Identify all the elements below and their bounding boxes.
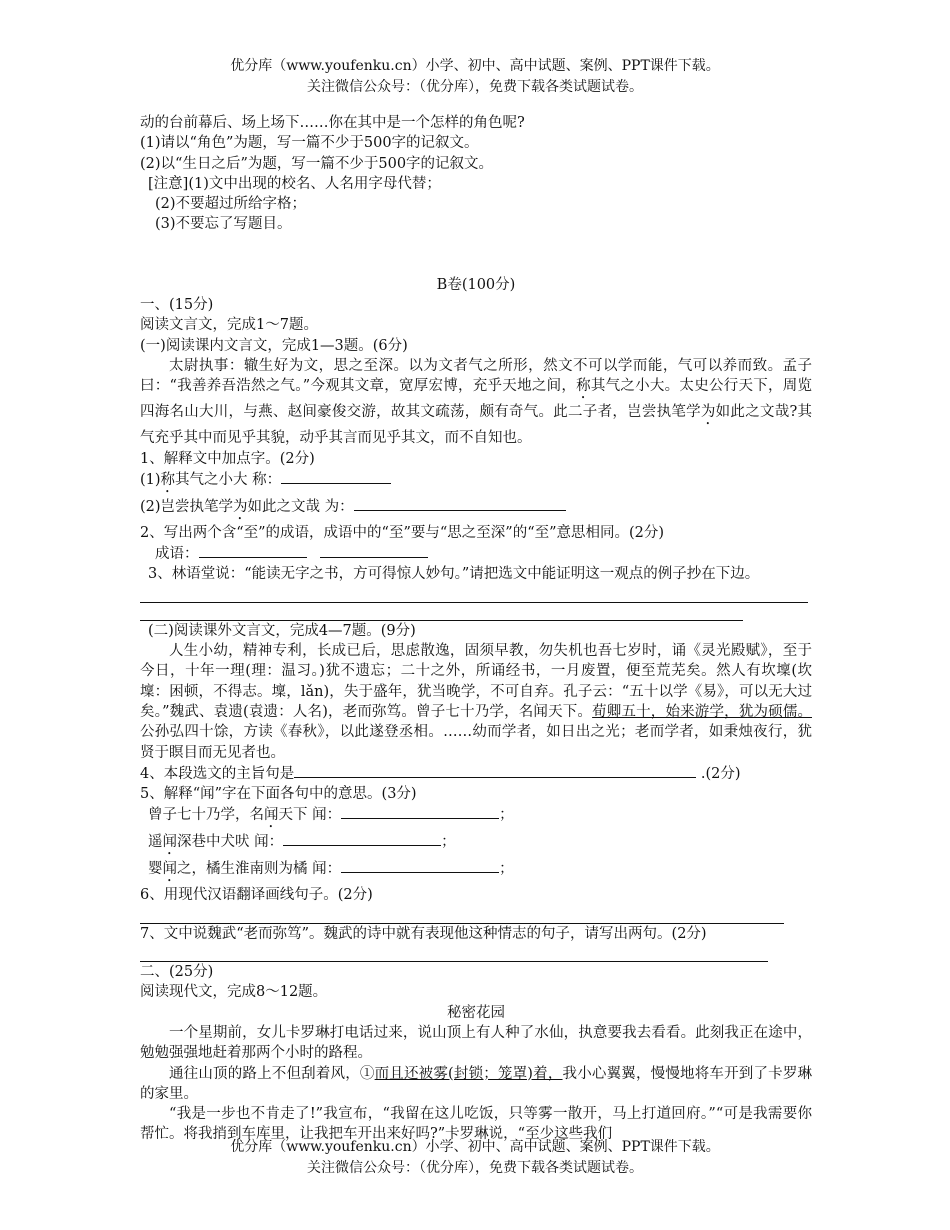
answer-line[interactable]: [140, 906, 784, 924]
q-text: 4、本段选文的主旨句是: [140, 765, 295, 782]
question-5-1: [140, 804, 812, 831]
a-tail-line: (2)以“生日之后”为题，写一篇不少于500字的记叙文。: [140, 155, 494, 172]
q-text: (2)岂尝执笔学: [140, 498, 234, 515]
question-3: 3、林语堂说：“能读无字之书，方可得惊人妙句。”请把选文中能证明这一观点的例子抄在下边。: [148, 566, 760, 583]
dotted-char: 称: [160, 471, 176, 488]
answer-blank[interactable]: [199, 543, 307, 558]
q-text: 深巷中犬吠 闻：: [177, 834, 284, 851]
answer-line[interactable]: [140, 944, 768, 962]
question-1-1: [140, 469, 812, 496]
answer-blank[interactable]: [320, 543, 428, 558]
passage-text: 其气之小大。太史公行天下，周览四海名山大川，与燕、赵间豪俊交游，故其文疏荡，颇有奇气。此二子者，岂尝执笔学: [140, 378, 813, 421]
header-line-2: 关注微信公众号：（优分库），免费下载各类试题试卷。: [307, 79, 643, 95]
part-one-heading: 一、(15分): [140, 297, 214, 314]
question-5: 5、解释“闻”字在下面各句中的意思。(3分): [140, 786, 417, 803]
dotted-char: 为: [233, 498, 248, 515]
answer-blank[interactable]: [341, 858, 499, 873]
question-2: 2、写出两个含“至”的成语，成语中的“至”要与“思之至深”的“至”意思相同。(2分): [140, 524, 665, 541]
question-1-2: [140, 496, 812, 523]
exam-content: [140, 113, 812, 1145]
page-footer: [0, 1137, 950, 1179]
q-text: (1): [140, 471, 161, 488]
question-5-3: [140, 858, 812, 885]
passage-1: [140, 356, 812, 449]
a-tail-note: (3)不要忘了写题目。: [155, 216, 292, 233]
dotted-char: 闻: [264, 807, 279, 824]
q-text: ；: [499, 861, 514, 878]
header-line-1: 优分库（www.youfenku.cn）小学、初中、高中试题、案例、PPT课件下载。: [230, 58, 720, 74]
dotted-char: 闻: [162, 834, 177, 851]
question-4: [140, 763, 812, 784]
q-text: 遥: [148, 834, 163, 851]
q-text: 婴: [148, 861, 163, 878]
q-text: ；: [499, 807, 514, 824]
a-tail-note: [注意](1)文中出现的校名、人名用字母代替；: [148, 175, 441, 192]
a-tail-line: 动的台前幕后、场上场下……你在其中是一个怎样的角色呢?: [140, 115, 525, 131]
q-text: 成语：: [155, 546, 199, 563]
passage-2-title: (二)阅读课外文言文，完成4—7题。(9分): [148, 622, 416, 639]
a-tail-note: (2)不要超过所给字格；: [155, 196, 307, 213]
question-7: 7、文中说魏武“老而弥笃”。魏武的诗中就有表现他这种情志的句子，请写出两句。(2分): [140, 925, 707, 942]
part-two-intro: 阅读现代文，完成8～12题。: [140, 984, 328, 1001]
answer-blank[interactable]: [341, 804, 499, 819]
footer-line-1: 优分库（www.youfenku.cn）小学、初中、高中试题、案例、PPT课件下载。: [230, 1139, 720, 1155]
q-text: 之，橘生淮南则为橘 闻：: [177, 861, 342, 878]
q-text: .(2分): [700, 765, 741, 782]
passage-text: 太尉执事：辙生好为文，思之至深。以为文者气之所形，然文不可以学而能，气可以养而致。孟子曰：“我善养吾浩然之气。”今观其文章，宽厚宏博，充乎天地之间，: [140, 357, 812, 395]
passage-text: 如此之文哉?其气充乎其中而见乎其貌，动乎其言而见乎其文，而不自知也。: [140, 404, 813, 447]
answer-line[interactable]: [140, 603, 743, 621]
q-text: 如此之文哉 为：: [247, 498, 354, 515]
q-text: ；: [441, 834, 456, 851]
footer-line-2: 关注微信公众号：（优分库），免费下载各类试题试卷。: [307, 1160, 643, 1176]
answer-blank[interactable]: [281, 469, 391, 484]
part-two-heading: 二、(25分): [140, 964, 214, 981]
answer-blank[interactable]: [294, 763, 696, 778]
section-b-title: B卷(100分): [436, 276, 516, 293]
answer-line[interactable]: [140, 585, 808, 603]
story-paragraph: [140, 1064, 812, 1105]
story-paragraph: 一个星期前，女儿卡罗琳打电话过来，说山顶上有人种了水仙，执意要我去看看。此刻我正在途中，勉勉强强地赶着那两个小时的路程。: [140, 1024, 812, 1062]
question-5-2: [140, 831, 812, 858]
dotted-char: 为: [700, 404, 716, 421]
story-title: 秘密花园: [447, 1004, 505, 1021]
q-text: 曾子七十乃学，名: [148, 807, 264, 824]
passage-2: [140, 641, 812, 763]
underlined-sentence: 荀卿五十，始来游学，犹为硕儒。: [592, 703, 812, 720]
q-text: 其气之小大 称：: [175, 471, 282, 488]
part-one-intro: 阅读文言文，完成1～7题。: [140, 317, 318, 334]
a-tail-line: (1)请以“角色”为题，写一篇不少于500字的记叙文。: [140, 135, 479, 152]
underlined-sentence: 而且还被雾(封锁；笼罩)着，: [374, 1065, 563, 1082]
passage-1-title: (一)阅读课内文言文，完成1—3题。(6分): [140, 337, 408, 354]
dotted-char: 闻: [162, 861, 177, 878]
page-header: [0, 56, 950, 98]
answer-blank[interactable]: [283, 831, 441, 846]
question-2-answer: [140, 543, 812, 564]
dotted-char: 称: [576, 378, 591, 395]
passage-text: 公孙弘四十馀，方读《春秋》，以此遂登丞相。……幼而学者，如日出之光；老而学者，如秉烛夜行，犹贤于瞑目而无见者也。: [140, 724, 812, 761]
question-1: 1、解释文中加点字。(2分): [140, 450, 315, 467]
q-text: 天下 闻：: [278, 807, 342, 824]
story-paragraph: “我是一步也不肯走了!”我宣布，“我留在这儿吃饭，只等雾一散开，马上打道回府。”“可是我需要你帮忙。将我捎到车库里，让我把车开出来好吗?”卡罗琳说，“至少这些我们: [140, 1106, 812, 1143]
passage-text: 通往山顶的路上不但刮着风，①: [169, 1065, 375, 1082]
answer-blank[interactable]: [354, 496, 566, 511]
passage-text: 人生小幼，精神专利，长成已后，思虑散逸，固须早教，勿失机也吾七岁时，诵《灵光殿赋》，至于今日，十年一理(理：温习。)犹不遗忘；二十之外，所诵经书，一月废置，便至荒芜矣。然人有坎壈(坎壈：困顿，不得志。壈，lǎn)，失于盛年，犹当晚学，不可自弃。孔子云：“五十以学《易》，可以无大过矣。”魏武、袁遗(袁遗：人名)，老而弥笃。曾子七十乃学，名闻天下。: [140, 643, 812, 720]
passage-text: 我小心翼翼，慢慢地将车开到了卡罗琳的家里。: [140, 1065, 813, 1102]
question-6: 6、用现代汉语翻译画线句子。(2分): [140, 887, 373, 904]
